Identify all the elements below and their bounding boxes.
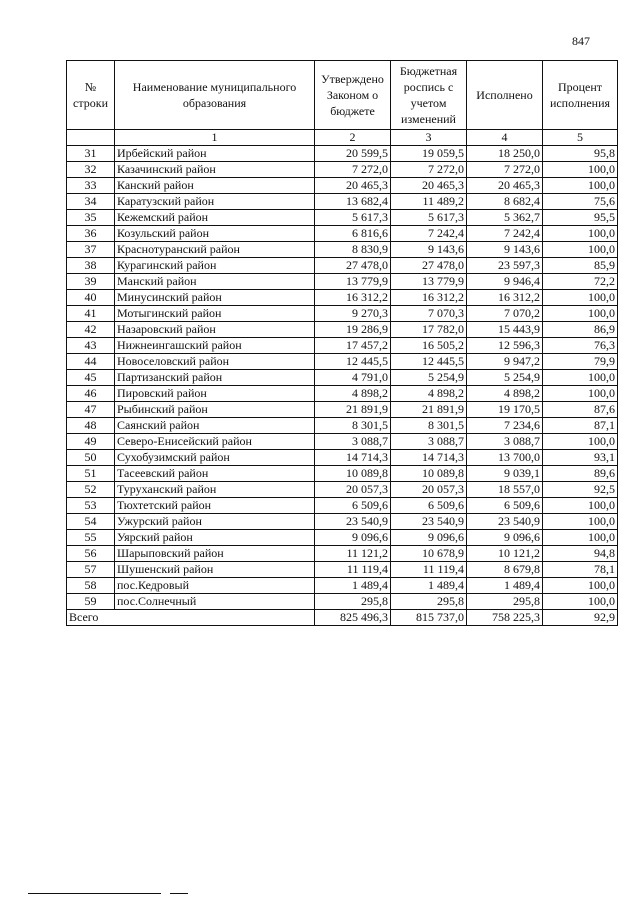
municipality-name: Манский район [115, 274, 315, 290]
row-number: 47 [67, 402, 115, 418]
table-row [67, 402, 618, 418]
budget-execution-table [66, 60, 618, 626]
table-row [67, 194, 618, 210]
execution-percent: 95,5 [543, 210, 618, 226]
executed-amount: 6 509,6 [467, 498, 543, 514]
row-number: 56 [67, 546, 115, 562]
row-number: 53 [67, 498, 115, 514]
execution-percent: 100,0 [543, 578, 618, 594]
municipality-name: Краснотуранский район [115, 242, 315, 258]
budget-list-amount: 3 088,7 [391, 434, 467, 450]
row-number: 46 [67, 386, 115, 402]
approved-amount: 20 465,3 [315, 178, 391, 194]
row-number: 51 [67, 466, 115, 482]
budget-list-amount: 9 096,6 [391, 530, 467, 546]
table-row [67, 306, 618, 322]
footnote-rule [28, 893, 161, 894]
table-row [67, 482, 618, 498]
executed-amount: 10 121,2 [467, 546, 543, 562]
row-number: 41 [67, 306, 115, 322]
approved-amount: 7 272,0 [315, 162, 391, 178]
execution-percent: 100,0 [543, 386, 618, 402]
municipality-name: Саянский район [115, 418, 315, 434]
budget-list-amount: 5 254,9 [391, 370, 467, 386]
table-row [67, 498, 618, 514]
header-municipality-name: Наименование муниципального образования [115, 61, 315, 130]
budget-list-amount: 23 540,9 [391, 514, 467, 530]
budget-list-amount: 5 617,3 [391, 210, 467, 226]
row-number: 40 [67, 290, 115, 306]
row-number: 59 [67, 594, 115, 610]
municipality-name: Каратузский район [115, 194, 315, 210]
table-row [67, 418, 618, 434]
table-row [67, 594, 618, 610]
municipality-name: Казачинский район [115, 162, 315, 178]
total-executed: 758 225,3 [467, 610, 543, 626]
execution-percent: 100,0 [543, 290, 618, 306]
executed-amount: 7 234,6 [467, 418, 543, 434]
execution-percent: 92,5 [543, 482, 618, 498]
execution-percent: 100,0 [543, 162, 618, 178]
executed-amount: 295,8 [467, 594, 543, 610]
budget-list-amount: 16 312,2 [391, 290, 467, 306]
approved-amount: 11 119,4 [315, 562, 391, 578]
column-numbers-row [67, 130, 618, 146]
execution-percent: 93,1 [543, 450, 618, 466]
approved-amount: 6 509,6 [315, 498, 391, 514]
total-row [67, 610, 618, 626]
approved-amount: 27 478,0 [315, 258, 391, 274]
approved-amount: 9 270,3 [315, 306, 391, 322]
execution-percent: 79,9 [543, 354, 618, 370]
executed-amount: 7 070,2 [467, 306, 543, 322]
municipality-name: Сухобузимский район [115, 450, 315, 466]
municipality-name: пос.Кедровый [115, 578, 315, 594]
row-number: 39 [67, 274, 115, 290]
execution-percent: 100,0 [543, 498, 618, 514]
row-number: 44 [67, 354, 115, 370]
municipality-name: Мотыгинский район [115, 306, 315, 322]
budget-list-amount: 20 057,3 [391, 482, 467, 498]
total-approved: 825 496,3 [315, 610, 391, 626]
executed-amount: 9 039,1 [467, 466, 543, 482]
row-number: 36 [67, 226, 115, 242]
executed-amount: 18 250,0 [467, 146, 543, 162]
budget-list-amount: 12 445,5 [391, 354, 467, 370]
execution-percent: 78,1 [543, 562, 618, 578]
municipality-name: Шушенский район [115, 562, 315, 578]
execution-percent: 87,6 [543, 402, 618, 418]
budget-list-amount: 17 782,0 [391, 322, 467, 338]
table-row [67, 434, 618, 450]
total-label: Всего [67, 610, 315, 626]
municipality-name: Кежемский район [115, 210, 315, 226]
budget-list-amount: 13 779,9 [391, 274, 467, 290]
executed-amount: 23 597,3 [467, 258, 543, 274]
approved-amount: 16 312,2 [315, 290, 391, 306]
executed-amount: 16 312,2 [467, 290, 543, 306]
execution-percent: 100,0 [543, 178, 618, 194]
executed-amount: 4 898,2 [467, 386, 543, 402]
footnote-rule-short [170, 893, 188, 894]
execution-percent: 76,3 [543, 338, 618, 354]
municipality-name: Канский район [115, 178, 315, 194]
row-number: 55 [67, 530, 115, 546]
table-row [67, 562, 618, 578]
executed-amount: 9 946,4 [467, 274, 543, 290]
column-number: 3 [391, 130, 467, 146]
approved-amount: 5 617,3 [315, 210, 391, 226]
table-row [67, 210, 618, 226]
budget-list-amount: 14 714,3 [391, 450, 467, 466]
budget-list-amount: 4 898,2 [391, 386, 467, 402]
municipality-name: Северо-Енисейский район [115, 434, 315, 450]
municipality-name: Туруханский район [115, 482, 315, 498]
approved-amount: 295,8 [315, 594, 391, 610]
table-row [67, 290, 618, 306]
municipality-name: Назаровский район [115, 322, 315, 338]
executed-amount: 19 170,5 [467, 402, 543, 418]
table-row [67, 258, 618, 274]
header-row [67, 61, 618, 130]
table-row [67, 178, 618, 194]
budget-list-amount: 21 891,9 [391, 402, 467, 418]
executed-amount: 9 947,2 [467, 354, 543, 370]
total-percent: 92,9 [543, 610, 618, 626]
approved-amount: 20 057,3 [315, 482, 391, 498]
executed-amount: 3 088,7 [467, 434, 543, 450]
municipality-name: Нижнеингашский район [115, 338, 315, 354]
table-row [67, 466, 618, 482]
row-number: 35 [67, 210, 115, 226]
executed-amount: 5 254,9 [467, 370, 543, 386]
table-row [67, 450, 618, 466]
execution-percent: 100,0 [543, 530, 618, 546]
row-number: 34 [67, 194, 115, 210]
executed-amount: 20 465,3 [467, 178, 543, 194]
row-number: 42 [67, 322, 115, 338]
column-number: 1 [115, 130, 315, 146]
budget-list-amount: 10 089,8 [391, 466, 467, 482]
municipality-name: Рыбинский район [115, 402, 315, 418]
municipality-name: Курагинский район [115, 258, 315, 274]
column-number: 4 [467, 130, 543, 146]
budget-list-amount: 11 489,2 [391, 194, 467, 210]
budget-list-amount: 8 301,5 [391, 418, 467, 434]
header-budget-list: Бюджетная роспись с учетом изменений [391, 61, 467, 130]
row-number: 57 [67, 562, 115, 578]
approved-amount: 6 816,6 [315, 226, 391, 242]
approved-amount: 3 088,7 [315, 434, 391, 450]
municipality-name: Минусинский район [115, 290, 315, 306]
municipality-name: Тюхтетский район [115, 498, 315, 514]
column-number: 5 [543, 130, 618, 146]
approved-amount: 21 891,9 [315, 402, 391, 418]
row-number: 33 [67, 178, 115, 194]
table-row [67, 546, 618, 562]
execution-percent: 100,0 [543, 226, 618, 242]
row-number: 52 [67, 482, 115, 498]
execution-percent: 89,6 [543, 466, 618, 482]
municipality-name: Новоселовский район [115, 354, 315, 370]
execution-percent: 100,0 [543, 242, 618, 258]
budget-list-amount: 27 478,0 [391, 258, 467, 274]
budget-list-amount: 20 465,3 [391, 178, 467, 194]
table-row [67, 226, 618, 242]
row-number: 45 [67, 370, 115, 386]
page-number: 847 [572, 34, 590, 48]
header-execution-percent: Процент исполнения [543, 61, 618, 130]
table-row [67, 162, 618, 178]
table-row [67, 578, 618, 594]
row-number: 50 [67, 450, 115, 466]
executed-amount: 23 540,9 [467, 514, 543, 530]
budget-list-amount: 9 143,6 [391, 242, 467, 258]
budget-list-amount: 7 242,4 [391, 226, 467, 242]
approved-amount: 8 830,9 [315, 242, 391, 258]
execution-percent: 72,2 [543, 274, 618, 290]
executed-amount: 12 596,3 [467, 338, 543, 354]
execution-percent: 75,6 [543, 194, 618, 210]
table-row [67, 530, 618, 546]
execution-percent: 100,0 [543, 594, 618, 610]
executed-amount: 13 700,0 [467, 450, 543, 466]
table-row [67, 386, 618, 402]
municipality-name: Тасеевский район [115, 466, 315, 482]
approved-amount: 9 096,6 [315, 530, 391, 546]
table-row [67, 322, 618, 338]
municipality-name: Козульский район [115, 226, 315, 242]
executed-amount: 1 489,4 [467, 578, 543, 594]
approved-amount: 12 445,5 [315, 354, 391, 370]
approved-amount: 11 121,2 [315, 546, 391, 562]
execution-percent: 100,0 [543, 306, 618, 322]
executed-amount: 8 682,4 [467, 194, 543, 210]
execution-percent: 85,9 [543, 258, 618, 274]
approved-amount: 13 779,9 [315, 274, 391, 290]
approved-amount: 20 599,5 [315, 146, 391, 162]
approved-amount: 14 714,3 [315, 450, 391, 466]
table-row [67, 338, 618, 354]
executed-amount: 9 143,6 [467, 242, 543, 258]
execution-percent: 100,0 [543, 514, 618, 530]
budget-list-amount: 10 678,9 [391, 546, 467, 562]
executed-amount: 9 096,6 [467, 530, 543, 546]
budget-list-amount: 295,8 [391, 594, 467, 610]
execution-percent: 100,0 [543, 434, 618, 450]
table-row [67, 274, 618, 290]
approved-amount: 10 089,8 [315, 466, 391, 482]
row-number: 48 [67, 418, 115, 434]
approved-amount: 8 301,5 [315, 418, 391, 434]
municipality-name: Партизанский район [115, 370, 315, 386]
row-number: 31 [67, 146, 115, 162]
table-row [67, 146, 618, 162]
row-number: 38 [67, 258, 115, 274]
budget-list-amount: 16 505,2 [391, 338, 467, 354]
executed-amount: 15 443,9 [467, 322, 543, 338]
budget-list-amount: 7 070,3 [391, 306, 467, 322]
budget-list-amount: 19 059,5 [391, 146, 467, 162]
row-number: 43 [67, 338, 115, 354]
execution-percent: 87,1 [543, 418, 618, 434]
table-row [67, 514, 618, 530]
approved-amount: 19 286,9 [315, 322, 391, 338]
executed-amount: 7 272,0 [467, 162, 543, 178]
row-number: 54 [67, 514, 115, 530]
approved-amount: 4 898,2 [315, 386, 391, 402]
executed-amount: 8 679,8 [467, 562, 543, 578]
table-body [67, 146, 618, 610]
approved-amount: 4 791,0 [315, 370, 391, 386]
municipality-name: Ирбейский район [115, 146, 315, 162]
municipality-name: Уярский район [115, 530, 315, 546]
budget-list-amount: 6 509,6 [391, 498, 467, 514]
row-number: 58 [67, 578, 115, 594]
budget-list-amount: 1 489,4 [391, 578, 467, 594]
approved-amount: 17 457,2 [315, 338, 391, 354]
column-number: 2 [315, 130, 391, 146]
execution-percent: 94,8 [543, 546, 618, 562]
approved-amount: 1 489,4 [315, 578, 391, 594]
execution-percent: 86,9 [543, 322, 618, 338]
approved-amount: 23 540,9 [315, 514, 391, 530]
row-number: 49 [67, 434, 115, 450]
row-number: 37 [67, 242, 115, 258]
table-row [67, 354, 618, 370]
table-row [67, 242, 618, 258]
approved-amount: 13 682,4 [315, 194, 391, 210]
table-row [67, 370, 618, 386]
execution-percent: 95,8 [543, 146, 618, 162]
row-number: 32 [67, 162, 115, 178]
municipality-name: пос.Солнечный [115, 594, 315, 610]
header-executed: Исполнено [467, 61, 543, 130]
executed-amount: 18 557,0 [467, 482, 543, 498]
executed-amount: 5 362,7 [467, 210, 543, 226]
municipality-name: Шарыповский район [115, 546, 315, 562]
column-number-blank [67, 130, 115, 146]
municipality-name: Ужурский район [115, 514, 315, 530]
header-row-number: № строки [67, 61, 115, 130]
municipality-name: Пировский район [115, 386, 315, 402]
budget-list-amount: 11 119,4 [391, 562, 467, 578]
total-budget-list: 815 737,0 [391, 610, 467, 626]
budget-list-amount: 7 272,0 [391, 162, 467, 178]
header-approved-by-law: Утверждено Законом о бюджете [315, 61, 391, 130]
execution-percent: 100,0 [543, 370, 618, 386]
executed-amount: 7 242,4 [467, 226, 543, 242]
